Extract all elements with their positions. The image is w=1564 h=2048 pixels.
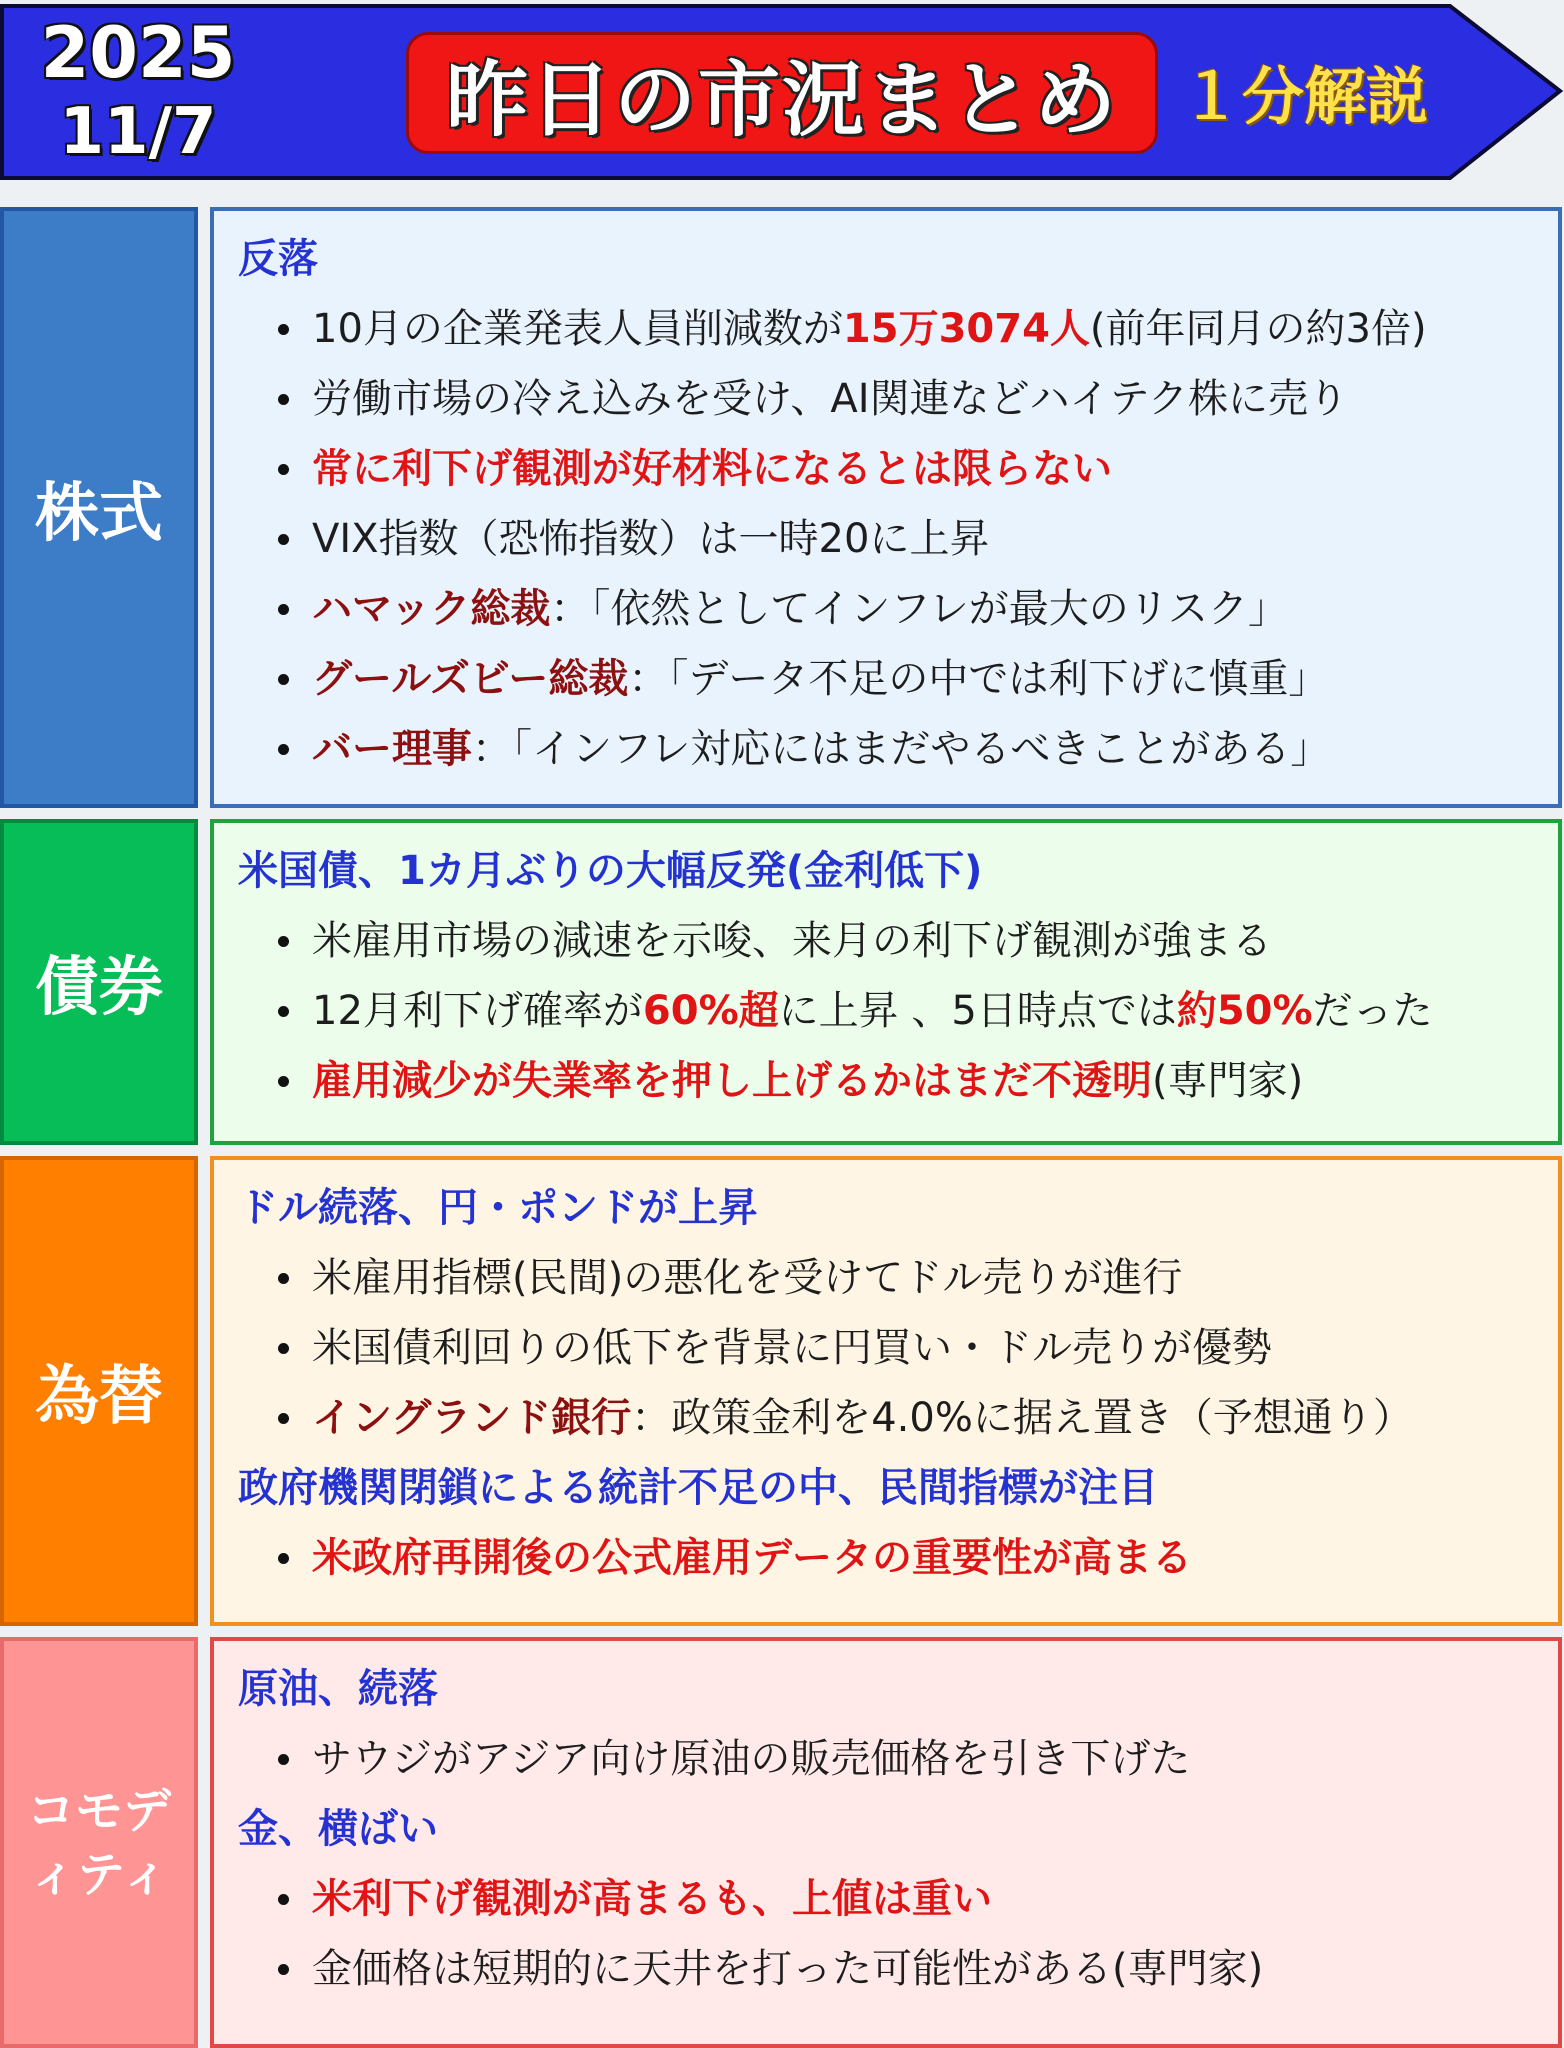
item-text: 米雇用指標(民間)の悪化を受けてドル売りが進行 (312, 1255, 1183, 1301)
speaker-name: バー理事 (312, 726, 472, 772)
list-item (238, 307, 1558, 377)
item-text: 労働市場の冷え込みを受け、AI関連などハイテク株に売り (312, 376, 1348, 422)
date-year: 2025 (40, 12, 236, 94)
item-text: だった (1312, 988, 1433, 1034)
section-bonds (0, 819, 1564, 1145)
list-item (238, 657, 1558, 727)
item-highlight: 常に利下げ観測が好材料になるとは限らない (312, 446, 1112, 492)
list-item (238, 727, 1558, 797)
section-fx (0, 1156, 1564, 1626)
section-label-commodity (0, 1637, 198, 2048)
item-highlight: 米政府再開後の公式雇用データの重要性が高まる (312, 1535, 1192, 1581)
bullet-list (238, 1737, 1558, 1807)
page-subtitle: １分解説 (1180, 60, 1429, 133)
list-item (238, 1326, 1558, 1396)
section-label-text: 為替 (35, 1360, 163, 1434)
list-item (238, 1396, 1558, 1466)
date-month-day: 11/7 (59, 95, 217, 169)
item-text: VIX指数（恐怖指数）は一時20に上昇 (312, 516, 990, 562)
item-highlight: 約50% (1176, 988, 1313, 1034)
bullet-list (238, 307, 1558, 797)
list-item (238, 517, 1558, 587)
section-commodity (0, 1637, 1564, 2048)
section-subheading: 政府機関閉鎖による統計不足の中、民間指標が注目 (238, 1465, 1158, 1511)
item-highlight: 60%超 (642, 988, 779, 1034)
speaker-quote: ：「インフレ対応にはまだやるべきことがある」 (472, 726, 1331, 772)
section-label-text: 債券 (35, 951, 163, 1025)
item-text: 10月の企業発表人員削減数が (312, 306, 843, 352)
list-item (238, 1737, 1558, 1807)
section-heading: ドル続落、円・ポンドが上昇 (238, 1185, 758, 1231)
list-item (238, 447, 1558, 517)
speaker-name: グールズビー総裁 (312, 656, 629, 702)
section-panel-bonds (210, 819, 1562, 1145)
date-badge (18, 12, 258, 170)
list-item (238, 1536, 1558, 1606)
item-text: に上昇 、5日時点では (778, 988, 1177, 1034)
list-item (238, 1947, 1558, 2017)
section-label-text: 株式 (35, 476, 163, 551)
bullet-list (238, 1256, 1558, 1466)
bullet-list (238, 919, 1558, 1129)
page-title: 昨日の市況まとめ (445, 52, 1118, 148)
list-item (238, 919, 1558, 989)
speaker-quote: ：「データ不足の中では利下げに慎重」 (628, 656, 1329, 702)
speaker-quote: ：政策金利を4.0%に据え置き（予想通り） (631, 1395, 1413, 1441)
section-panel-commodity (210, 1637, 1562, 2048)
bullet-list (238, 1536, 1558, 1606)
item-highlight: 雇用減少が失業率を押し上げるかはまだ不透明 (312, 1058, 1152, 1104)
speaker-name: イングランド銀行 (312, 1395, 632, 1441)
list-item (238, 377, 1558, 447)
list-item (238, 1256, 1558, 1326)
speaker-name: ハマック総裁 (312, 586, 551, 632)
section-label-text: コモデ (26, 1782, 171, 1839)
section-heading: 原油、続落 (238, 1666, 438, 1712)
section-panel-stocks (210, 207, 1562, 808)
title-box (406, 32, 1158, 154)
list-item (238, 989, 1558, 1059)
item-text: 金価格は短期的に天井を打った可能性がある(専門家) (312, 1946, 1264, 1992)
section-label-stocks (0, 207, 198, 808)
list-item (238, 1877, 1558, 1947)
list-item (238, 587, 1558, 657)
item-text: 12月利下げ確率が (312, 988, 643, 1034)
item-text: 米雇用市場の減速を示唆、来月の利下げ観測が強まる (312, 918, 1272, 964)
section-heading: 米国債、1カ月ぶりの大幅反発(金利低下) (238, 848, 983, 894)
item-text: 米国債利回りの低下を背景に円買い・ドル売りが優勢 (312, 1325, 1272, 1371)
section-label-text: ィティ (28, 1846, 170, 1903)
bullet-list (238, 1877, 1558, 2017)
header-banner (0, 0, 1564, 185)
item-text: (前年同月の約3倍) (1089, 306, 1427, 352)
section-label-bonds (0, 819, 198, 1145)
speaker-quote: ：「依然としてインフレが最大のリスク」 (550, 586, 1289, 632)
item-highlight: 米利下げ観測が高まるも、上値は重い (312, 1876, 992, 1922)
section-subheading: 金、横ばい (238, 1806, 438, 1852)
item-text: サウジがアジア向け原油の販売価格を引き下げた (312, 1736, 1191, 1782)
section-heading: 反落 (238, 236, 318, 282)
item-text: (専門家) (1152, 1058, 1304, 1104)
section-panel-fx (210, 1156, 1562, 1626)
list-item (238, 1059, 1558, 1129)
section-label-fx (0, 1156, 198, 1626)
item-highlight: 15万3074人 (842, 306, 1090, 352)
section-stocks (0, 207, 1564, 808)
